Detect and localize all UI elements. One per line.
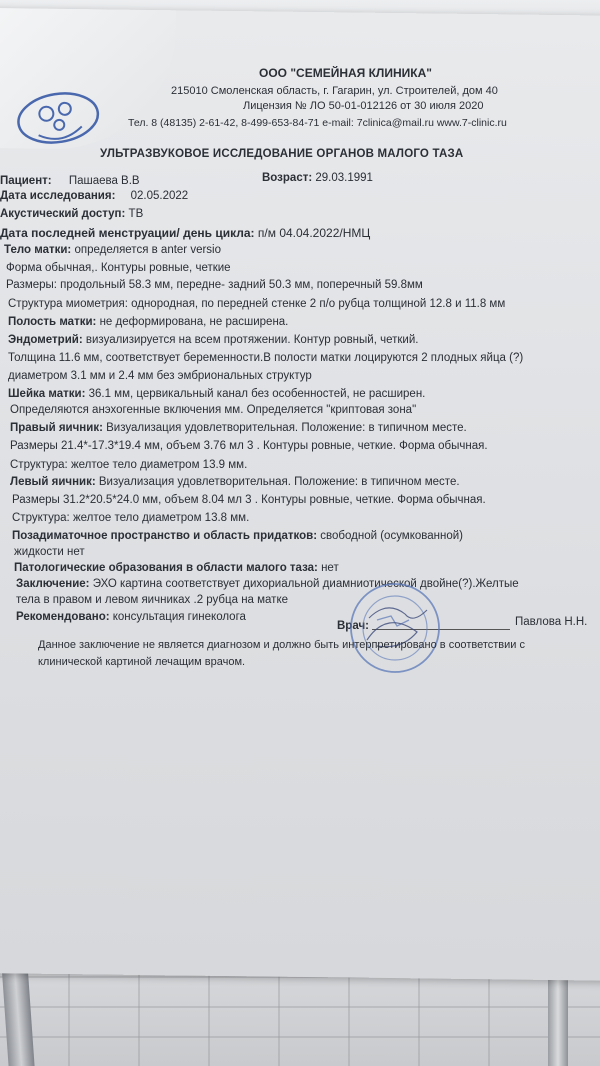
clinic-stamp-icon xyxy=(347,580,443,676)
doctor-name: Павлова Н.Н. xyxy=(515,616,588,628)
pathology-value: нет xyxy=(321,562,339,574)
conclusion-value: ЭХО картина соответствует дихориальной диамниотической двойне(?).Желтые xyxy=(92,578,519,590)
retro-space-line-2: жидкости нет xyxy=(14,546,85,558)
menstruation-row xyxy=(0,226,370,240)
uterus-cavity-label: Полость матки: xyxy=(8,316,97,328)
conclusion-line-2: тела в правом и левом яичниках .2 рубца на матке xyxy=(16,594,289,606)
uterus-body-label: Тело матки: xyxy=(4,244,72,256)
uterus-cavity-value: не деформирована, не расширена. xyxy=(99,316,289,328)
date-row xyxy=(0,190,188,202)
pathology-label: Патологические образования в области малого таза: xyxy=(14,562,318,574)
right-ovary-row xyxy=(10,422,467,434)
clinic-logo-icon xyxy=(10,81,106,152)
conclusion-row xyxy=(16,578,519,590)
uterus-body-value: определяется в anter versio xyxy=(74,244,222,256)
patient-label: Пациент: xyxy=(0,175,52,187)
cervix-label: Шейка матки: xyxy=(8,388,86,400)
clinic-license: Лицензия № ЛО 50-01-012126 от 30 июля 2020 xyxy=(243,100,484,112)
endometrium-label: Эндометрий: xyxy=(8,334,83,346)
endometrium-line-2: Толщина 11.6 мм, соответствует беременности.В полости матки лоцируются 2 плодных яйца (?) xyxy=(8,352,524,364)
menstruation-label: Дата последней менструации/ день цикла: xyxy=(0,226,255,240)
right-ovary-value: Визуализация удовлетворительная. Положение: в типичном месте. xyxy=(106,422,467,434)
right-ovary-sizes: Размеры 21.4*-17.3*19.4 мм, объем 3.76 мл 3 . Контуры ровные, четкие. Форма обычная. xyxy=(10,440,488,452)
retro-space-label: Позадиматочное пространство и область придатков: xyxy=(12,530,318,542)
left-ovary-label: Левый яичник: xyxy=(10,476,96,488)
endometrium-value: визуализируется на всем протяжении. Контур ровный, четкий. xyxy=(85,334,419,346)
cervix-row xyxy=(8,388,425,400)
retro-space-value: свободной (осумкованной) xyxy=(320,530,463,542)
endometrium-line-3: диаметром 3.1 мм и 2.4 мм без эмбриональных структур xyxy=(8,370,312,382)
pathology-row xyxy=(14,562,339,574)
uterus-cavity-row xyxy=(8,316,288,328)
right-ovary-structure: Структура: желтое тело диаметром 13.9 мм. xyxy=(10,459,248,471)
clinic-name: ООО "СЕМЕЙНАЯ КЛИНИКА" xyxy=(259,66,432,80)
disclaimer-line-1: Данное заключение не является диагнозом и должно быть интерпретировано в соответствии с xyxy=(38,639,525,651)
cervix-value: 36.1 мм, цервикальный канал без особенностей, не расширен. xyxy=(88,388,426,400)
uterus-myometrium: Структура миометрия: однородная, по передней стенке 2 п/о рубца толщиной 12.8 и 11.8 мм xyxy=(8,298,506,310)
disclaimer-line-2: клинической картиной лечащим врачом. xyxy=(38,656,246,668)
access-label: Акустический доступ: xyxy=(0,208,126,220)
date-label: Дата исследования: xyxy=(0,190,116,202)
age-label: Возраст: xyxy=(262,172,313,184)
recommendation-label: Рекомендовано: xyxy=(16,611,110,623)
left-ovary-sizes: Размеры 31.2*20.5*24.0 мм, объем 8.04 мл 3 . Контуры ровные, четкие. Форма обычная. xyxy=(12,494,486,506)
left-ovary-structure: Структура: желтое тело диаметром 13.8 мм. xyxy=(12,512,250,524)
report-title: УЛЬТРАЗВУКОВОЕ ИССЛЕДОВАНИЕ ОРГАНОВ МАЛОГО ТАЗА xyxy=(100,148,464,160)
recommendation-value: консультация гинеколога xyxy=(112,611,246,623)
endometrium-row xyxy=(8,334,418,346)
retro-space-row xyxy=(12,530,463,542)
uterus-body-row xyxy=(4,244,221,256)
left-ovary-row xyxy=(10,476,460,488)
patient-row xyxy=(0,175,140,187)
clinic-address: 215010 Смоленская область, г. Гагарин, ул. Строителей, дом 40 xyxy=(171,85,498,97)
patient-value: Пашаева В.В xyxy=(68,175,140,187)
recommendation-row xyxy=(16,611,246,623)
access-value: ТВ xyxy=(128,208,144,220)
doctor-label: Врач: xyxy=(337,620,369,632)
right-ovary-label: Правый яичник: xyxy=(10,422,103,434)
left-ovary-value: Визуализация удовлетворительная. Положение: в типичном месте. xyxy=(98,476,460,488)
age-value: 29.03.1991 xyxy=(315,172,373,184)
conclusion-label: Заключение: xyxy=(16,578,90,590)
menstruation-value: п/м 04.04.2022/НМЦ xyxy=(257,226,371,240)
date-value: 02.05.2022 xyxy=(130,190,189,202)
uterus-sizes: Размеры: продольный 58.3 мм, передне- задний 50.3 мм, поперечный 59.8мм xyxy=(6,279,423,291)
uterus-form: Форма обычная,. Контуры ровные, четкие xyxy=(6,262,231,274)
access-row xyxy=(0,208,143,220)
cervix-line-2: Определяются анэхогенные включения мм. Определяется "криптовая зона" xyxy=(10,404,417,416)
age-row xyxy=(262,172,373,184)
clinic-contacts: Тел. 8 (48135) 2-61-42, 8-499-653-84-71 e-mail: 7clinica@mail.ru www.7-clinic.ru xyxy=(128,117,507,129)
